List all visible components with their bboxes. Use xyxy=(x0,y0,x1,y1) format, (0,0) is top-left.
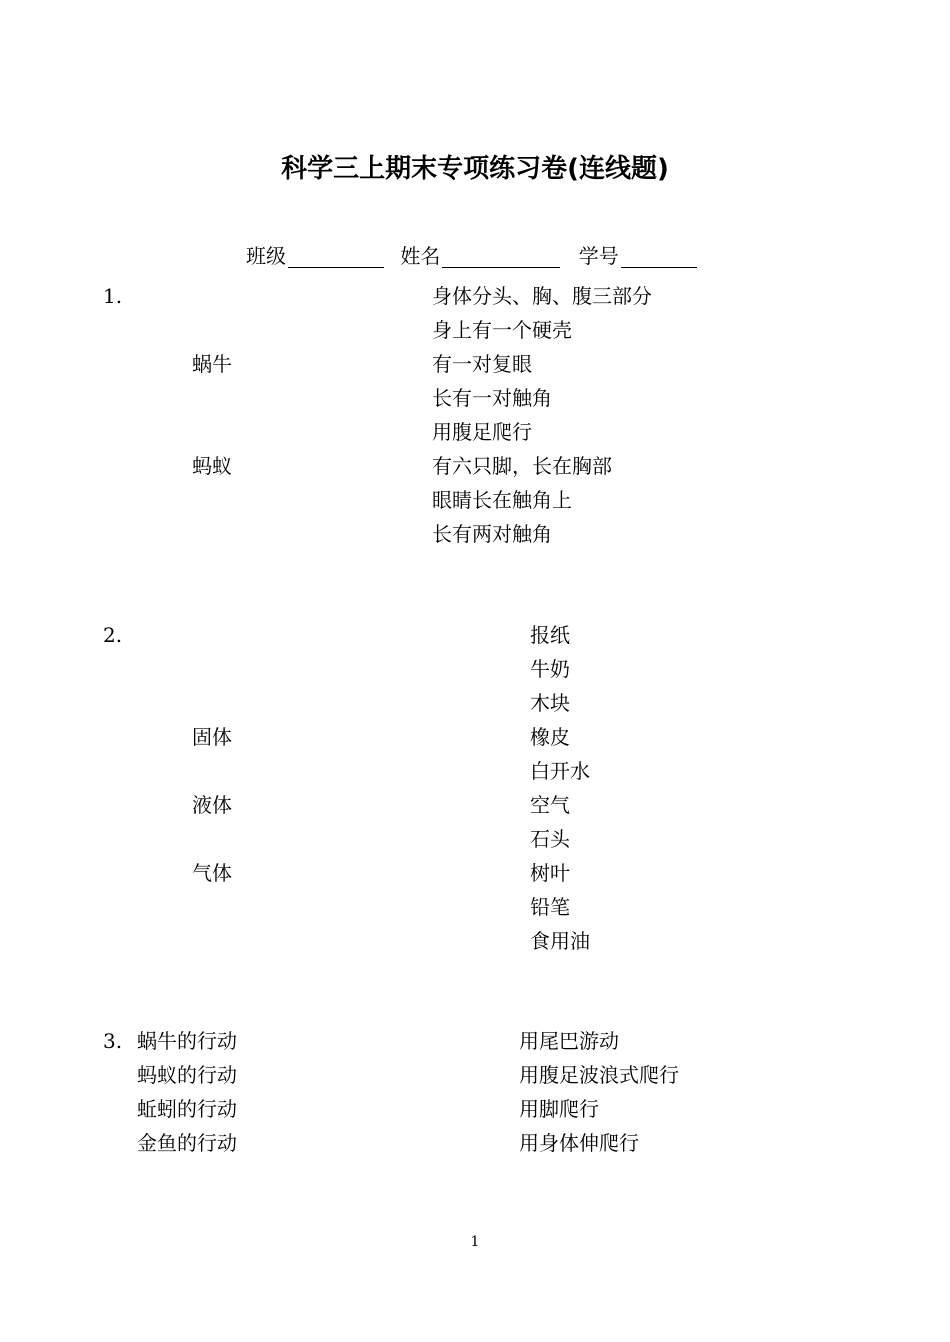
q3-right-item[interactable]: 用尾巴游动 xyxy=(519,1029,619,1053)
q2-right-item[interactable]: 报纸 xyxy=(530,623,570,647)
q1-number: 1. xyxy=(103,284,123,308)
q2-right-item[interactable]: 树叶 xyxy=(530,861,570,885)
class-blank[interactable] xyxy=(288,247,384,268)
name-blank[interactable] xyxy=(442,247,560,268)
q3-left-item[interactable]: 蚯蚓的行动 xyxy=(137,1097,237,1121)
q1-right-item[interactable]: 有一对复眼 xyxy=(432,352,532,376)
q2-left-item[interactable]: 气体 xyxy=(192,861,232,885)
student-info xyxy=(246,244,697,268)
q3-right-item[interactable]: 用脚爬行 xyxy=(519,1097,599,1121)
q2-right-item[interactable]: 食用油 xyxy=(530,929,590,953)
q2-right-item[interactable]: 牛奶 xyxy=(530,657,570,681)
q1-right-item[interactable]: 长有两对触角 xyxy=(432,522,552,546)
q2-left-item[interactable]: 固体 xyxy=(192,725,232,749)
q2-right-item[interactable]: 木块 xyxy=(530,691,570,715)
id-blank[interactable] xyxy=(621,247,697,268)
q1-left-item[interactable]: 蜗牛 xyxy=(192,352,232,376)
q2-right-item[interactable]: 空气 xyxy=(530,793,570,817)
q3-left-item[interactable]: 金鱼的行动 xyxy=(137,1131,237,1155)
q3-right-item[interactable]: 用腹足波浪式爬行 xyxy=(519,1063,679,1087)
q3-number: 3. xyxy=(103,1029,123,1053)
q1-right-item[interactable]: 身体分头、胸、腹三部分 xyxy=(432,284,652,308)
q2-left-item[interactable]: 液体 xyxy=(192,793,232,817)
q2-number: 2. xyxy=(103,623,123,647)
q2-right-item[interactable]: 石头 xyxy=(530,827,570,851)
q1-right-item[interactable]: 用腹足爬行 xyxy=(432,420,532,444)
page-number: 1 xyxy=(470,1234,480,1250)
q3-left-item[interactable]: 蚂蚁的行动 xyxy=(137,1063,237,1087)
q3-left-item[interactable]: 蜗牛的行动 xyxy=(137,1029,237,1053)
id-label: 学号 xyxy=(578,244,619,268)
q1-right-item[interactable]: 眼睛长在触角上 xyxy=(432,488,572,512)
q2-right-item[interactable]: 铅笔 xyxy=(530,895,570,919)
q1-left-item[interactable]: 蚂蚁 xyxy=(192,454,232,478)
class-label: 班级 xyxy=(246,244,286,268)
q2-right-item[interactable]: 橡皮 xyxy=(530,725,570,749)
q1-right-item[interactable]: 有六只脚，长在胸部 xyxy=(432,454,612,478)
q2-right-item[interactable]: 白开水 xyxy=(530,759,590,783)
name-label: 姓名 xyxy=(400,244,441,268)
q3-right-item[interactable]: 用身体伸爬行 xyxy=(519,1131,639,1155)
q1-right-item[interactable]: 长有一对触角 xyxy=(432,386,552,410)
page-title: 科学三上期末专项练习卷(连线题) xyxy=(281,154,669,184)
q1-right-item[interactable]: 身上有一个硬壳 xyxy=(432,318,572,342)
